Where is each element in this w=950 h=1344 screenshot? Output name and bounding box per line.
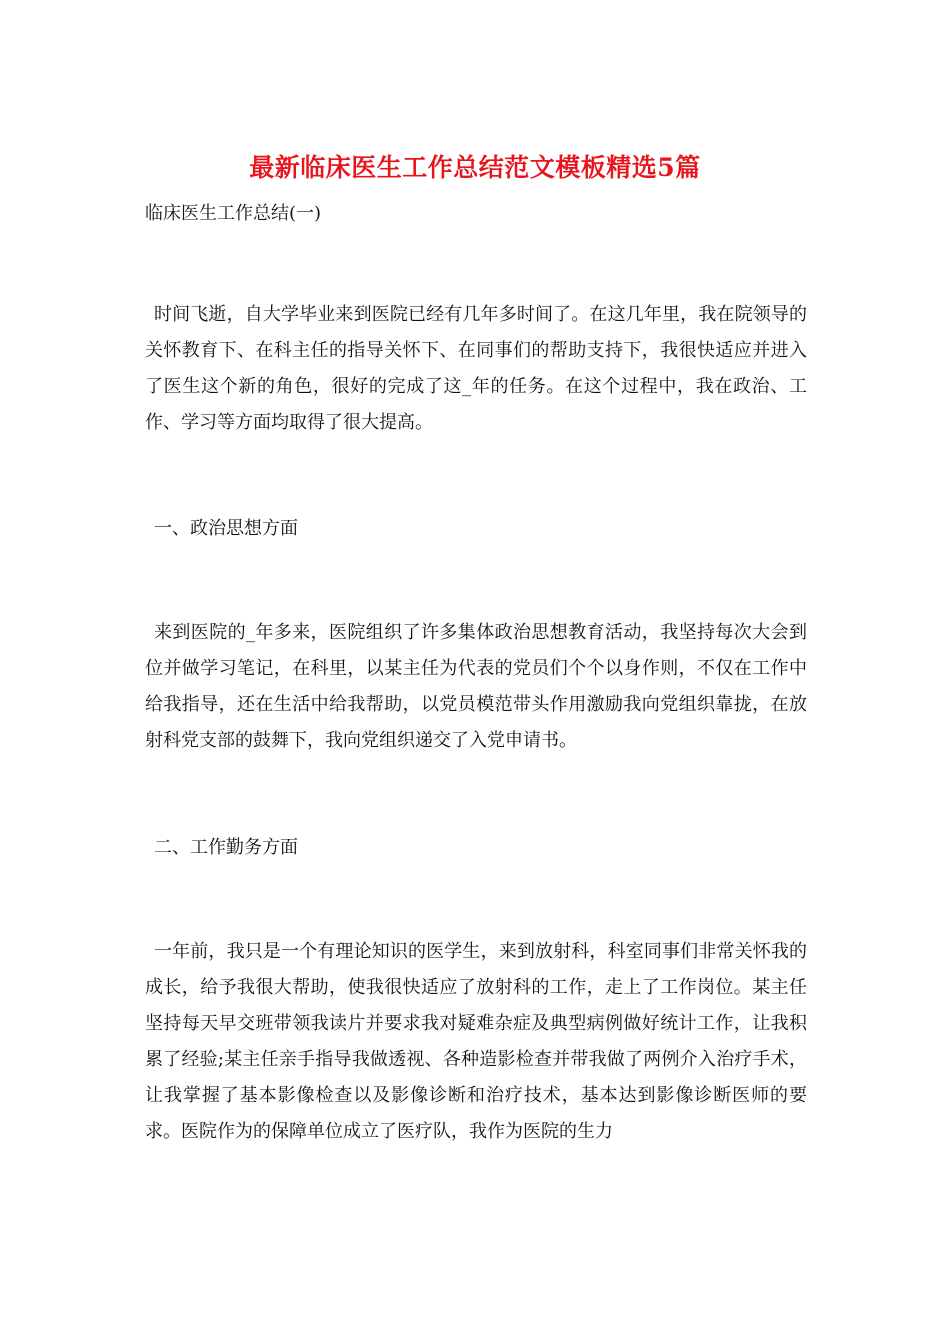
section-heading-work: 二、工作勤务方面 xyxy=(154,837,298,858)
document-subtitle: 临床医生工作总结(一) xyxy=(145,203,322,224)
paragraph-intro: 时间飞逝，自大学毕业来到医院已经有几年多时间了。在这几年里，我在院领导的关怀教育下、在科主任的指导关怀下、在同事们的帮助支持下，我很快适应并进入了医生这个新的角色，很好的完成了这_年的任务。在这个过程中，我在政治、工作、学习等方面均取得了很大提高。 xyxy=(145,304,807,433)
paragraph-political: 来到医院的_年多来，医院组织了许多集体政治思想教育活动，我坚持每次大会到位并做学习笔记，在科里，以某主任为代表的党员们个个以身作则，不仅在工作中给我指导，还在生活中给我帮助，以党员模范带头作用激励我向党组织靠拢，在放射科党支部的鼓舞下，我向党组织递交了入党申请书。 xyxy=(145,622,807,751)
section-heading-political: 一、政治思想方面 xyxy=(154,518,298,539)
document-title: 最新临床医生工作总结范文模板精选5篇 xyxy=(249,153,701,182)
paragraph-work: 一年前，我只是一个有理论知识的医学生，来到放射科，科室同事们非常关怀我的成长，给予我很大帮助，使我很快适应了放射科的工作，走上了工作岗位。某主任坚持每天早交班带领我读片并要求我对疑难杂症及典型病例做好统计工作，让我积累了经验;某主任亲手指导我做透视、各种造影检查并带我做了两例介入治疗手术，让我掌握了基本影像检查以及影像诊断和治疗技术，基本达到影像诊断医师的要求。医院作为的保障单位成立了医疗队，我作为医院的生力 xyxy=(145,941,807,1142)
